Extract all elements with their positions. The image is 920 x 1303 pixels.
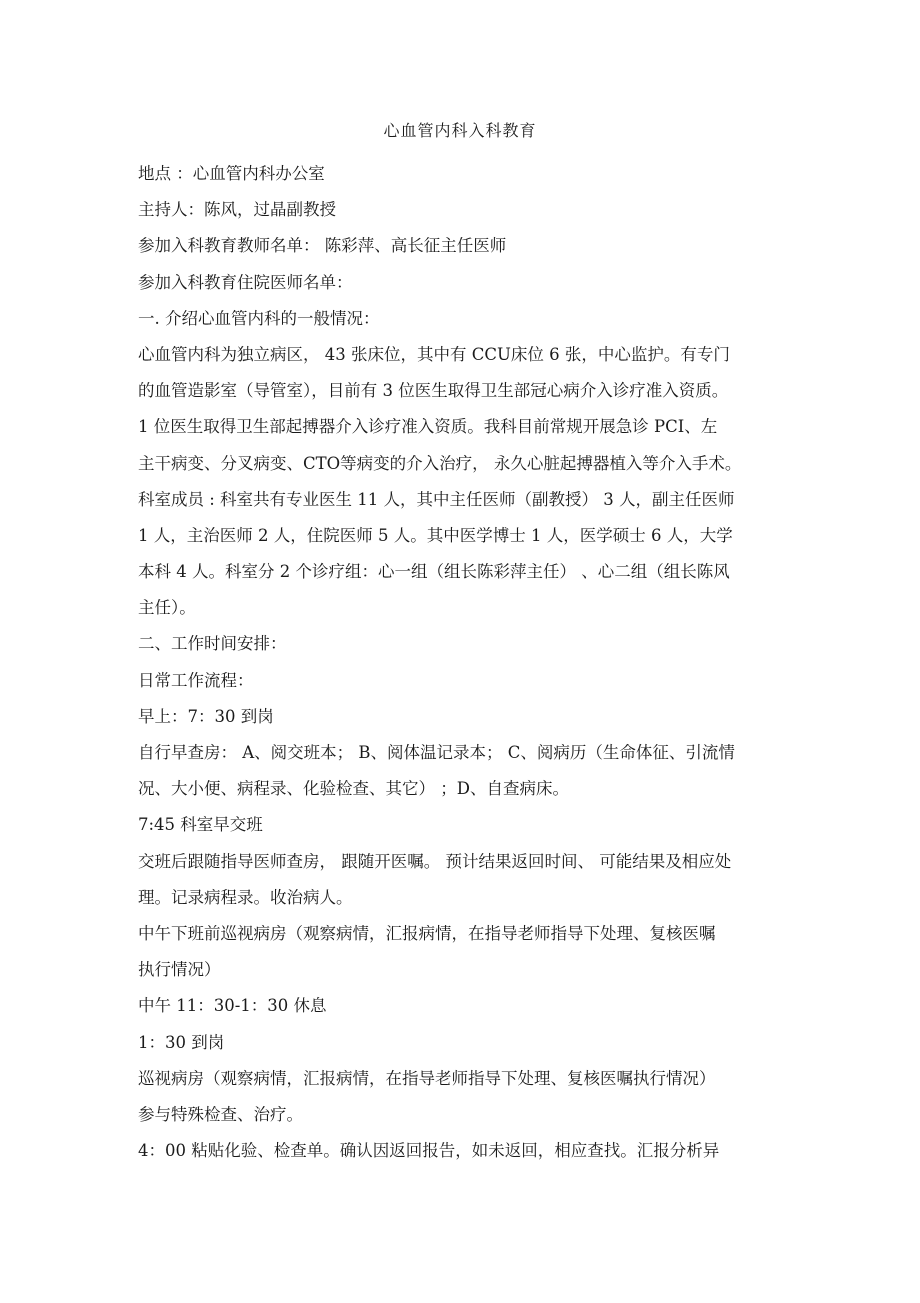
text-line: 中午下班前巡视病房（观察病情，汇报病情，在指导老师指导下处理、复核医嘱 — [138, 923, 716, 943]
text-line: 参加入科教育住院医师名单： — [138, 272, 353, 292]
text-line: 中午 11：30-1：30 休息 — [138, 996, 327, 1016]
text-line: 心血管内科为独立病区， 43 张床位，其中有 CCU床位 6 张，中心监护。有专门 — [138, 344, 730, 364]
text-line: 科室成员 : 科室共有专业医生 11 人，其中主任医师（副教授） 3 人，副主任医师 — [138, 489, 735, 509]
text-line: 1 人，主治医师 2 人，住院医师 5 人。其中医学博士 1 人，医学硕士 6 人，大学 — [138, 525, 733, 545]
text-line: 早上：7：30 到岗 — [138, 706, 274, 726]
text-line: 日常工作流程： — [138, 670, 254, 690]
text-line: 主干病变、分叉病变、CTO等病变的介入治疗， 永久心脏起搏器植入等介入手术。 — [138, 453, 742, 473]
text-line: 7:45 科室早交班 — [138, 815, 263, 835]
text-line: 地点 ：心血管内科办公室 — [138, 164, 325, 183]
document-body — [138, 156, 780, 1169]
text-line: 交班后跟随指导医师查房， 跟随开医嘱。 预计结果返回时间、 可能结果及相应处 — [138, 851, 732, 871]
text-line: 参加入科教育教师名单： 陈彩萍、高长征主任医师 — [138, 236, 507, 256]
text-line: 主持人：陈风，过晶副教授 — [138, 200, 336, 220]
text-line: 主任）。 — [138, 598, 196, 618]
text-line: 巡视病房（观察病情，汇报病情，在指导老师指导下处理、复核医嘱执行情况） — [138, 1068, 716, 1088]
text-line: 1：30 到岗 — [138, 1032, 225, 1052]
text-line: 本科 4 人。科室分 2 个诊疗组：心一组（组长陈彩萍主任） 、心二组（组长陈风 — [138, 562, 730, 582]
text-line: 参与特殊检查、治疗。 — [138, 1104, 303, 1124]
text-line: 况、大小便、病程录、化验检查、其它） ；D、自查病床。 — [138, 779, 569, 799]
text-line: 执行情况） — [138, 960, 221, 980]
text-line: 的血管造影室（导管室），目前有 3 位医生取得卫生部冠心病介入诊疗准入资质。 — [138, 381, 729, 401]
text-line: 理。记录病程录。收治病人。 — [138, 887, 353, 907]
document-title: 心血管内科入科教育 — [383, 121, 537, 140]
text-line: 自行早查房： A、阅交班本； B、阅体温记录本； C、阅病历（生命体征、引流情 — [138, 743, 735, 762]
text-line: 4：00 粘贴化验、检查单。确认因返回报告，如未返回，相应查找。汇报分析异 — [138, 1141, 720, 1161]
text-line: 一. 介绍心血管内科的一般情况： — [138, 308, 380, 328]
text-line: 二、工作时间安排： — [138, 634, 287, 654]
text-line: 1 位医生取得卫生部起搏器介入诊疗准入资质。我科目前常规开展急诊 PCI、左 — [138, 417, 718, 437]
